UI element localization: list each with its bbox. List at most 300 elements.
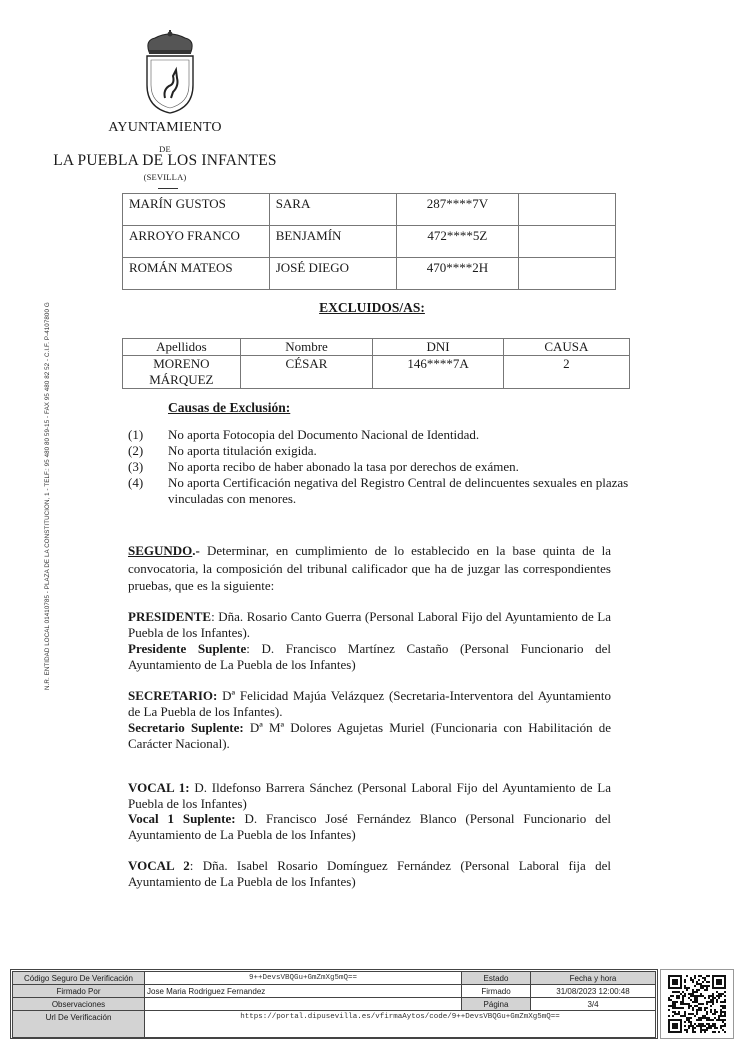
qr-module — [714, 1025, 716, 1027]
cause-number: (3) — [128, 459, 144, 474]
qr-module — [698, 995, 700, 997]
qr-module — [694, 1001, 696, 1003]
fecha-value: 31/08/2023 12:00:48 — [531, 985, 656, 998]
qr-module — [712, 1019, 714, 1021]
tribunal-presidente — [128, 609, 611, 641]
qr-module — [686, 1031, 688, 1033]
qr-module — [690, 1023, 692, 1025]
qr-module — [688, 1007, 690, 1009]
qr-module — [724, 1005, 726, 1007]
tribunal-vocal-1-suplente — [128, 811, 611, 843]
qr-module — [700, 1025, 702, 1027]
qr-module — [696, 983, 698, 985]
qr-module — [702, 977, 704, 979]
qr-module — [700, 1023, 702, 1025]
qr-module — [716, 1019, 718, 1021]
qr-module — [712, 995, 714, 997]
qr-module — [706, 1001, 708, 1003]
qr-module — [722, 1011, 724, 1013]
qr-module — [712, 1031, 714, 1033]
role-text: D. Francisco Martínez Castaño (Personal Funcionario del Ayuntamiento de La Puebla de los Infantes) — [128, 641, 611, 672]
qr-module — [704, 985, 706, 987]
qr-module — [704, 989, 706, 991]
qr-module — [674, 1011, 676, 1013]
qr-module — [698, 979, 700, 981]
qr-module — [678, 997, 680, 999]
qr-module — [678, 1011, 680, 1013]
qr-module — [724, 1019, 726, 1021]
qr-module — [696, 1001, 698, 1003]
segundo-paragraph — [128, 542, 611, 595]
qr-module — [676, 997, 678, 999]
qr-module — [678, 1013, 680, 1015]
role-label: VOCAL 2 — [128, 858, 190, 873]
firmado-por-label: Firmado Por — [13, 985, 145, 998]
qr-module — [686, 1003, 688, 1005]
role-text: Dña. Rosario Canto Guerra (Personal Laboral Fijo del Ayuntamiento de La Puebla de los Infantes). — [128, 609, 611, 640]
qr-module — [690, 999, 692, 1001]
cause-number: (1) — [128, 427, 144, 442]
qr-module — [694, 1005, 696, 1007]
qr-module — [686, 1019, 688, 1021]
org-name-line3: LA PUEBLA DE LOS INFANTES — [53, 152, 277, 169]
qr-module — [670, 999, 672, 1001]
qr-module — [668, 1015, 670, 1017]
qr-module — [702, 1025, 704, 1027]
qr-module — [678, 1007, 680, 1009]
qr-module — [720, 1011, 722, 1013]
url-value[interactable]: https://portal.dipusevilla.es/vfirmaAytos/code/9++DevsVBQGu+GmZmXg5mQ== — [145, 1011, 656, 1038]
qr-module — [706, 987, 708, 989]
qr-module — [694, 1027, 696, 1029]
table-row — [123, 194, 616, 226]
qr-module — [704, 1007, 706, 1009]
qr-module — [716, 991, 718, 993]
qr-module — [674, 1007, 676, 1009]
excluded-table — [122, 338, 630, 389]
qr-module — [724, 1025, 726, 1027]
role-text: D. Francisco José Fernández Blanco (Personal Funcionario del Ayuntamiento de La Puebla de los Infantes) — [128, 811, 611, 842]
qr-module — [698, 1017, 700, 1019]
qr-module — [690, 977, 692, 979]
qr-module — [698, 1019, 700, 1021]
qr-module — [706, 1007, 708, 1009]
qr-module — [684, 987, 686, 989]
qr-module — [706, 1023, 708, 1025]
qr-module — [690, 979, 692, 981]
qr-module — [690, 1013, 692, 1015]
role-label: Vocal 1 Suplente: — [128, 811, 236, 826]
qr-module — [700, 983, 702, 985]
qr-module — [696, 981, 698, 983]
qr-module — [702, 985, 704, 987]
qr-module — [668, 997, 670, 999]
qr-module — [708, 1019, 710, 1021]
qr-module — [720, 1015, 722, 1017]
coat-of-arms-icon — [135, 30, 205, 115]
role-label: Presidente Suplente — [128, 641, 247, 656]
cell-apellidos: MORENO MÁRQUEZ — [123, 356, 241, 389]
qr-module — [690, 1005, 692, 1007]
qr-module — [690, 1017, 692, 1019]
qr-module — [724, 995, 726, 997]
cell-nombre: BENJAMÍN — [269, 226, 396, 258]
qr-module — [680, 1007, 682, 1009]
qr-module — [722, 1015, 724, 1017]
qr-module — [704, 977, 706, 979]
cell-apellidos: ARROYO FRANCO — [123, 226, 270, 258]
observaciones-value — [145, 998, 462, 1011]
qr-module — [674, 1013, 676, 1015]
table-row — [123, 356, 630, 389]
qr-module — [712, 1003, 714, 1005]
qr-module — [722, 1029, 724, 1031]
qr-module — [682, 997, 684, 999]
qr-module — [708, 985, 710, 987]
footer-row — [13, 972, 656, 985]
qr-module — [720, 1013, 722, 1015]
qr-module — [684, 1025, 686, 1027]
qr-module — [718, 1019, 720, 1021]
cell-nombre: SARA — [269, 194, 396, 226]
qr-module — [672, 1001, 674, 1003]
qr-module — [706, 989, 708, 991]
qr-module — [708, 997, 710, 999]
qr-module — [680, 993, 682, 995]
qr-module — [706, 1011, 708, 1013]
qr-module — [716, 999, 718, 1001]
qr-module — [684, 1013, 686, 1015]
qr-module — [702, 1015, 704, 1017]
qr-module — [674, 1003, 676, 1005]
tribunal-secretario-suplente — [128, 720, 611, 752]
qr-module — [724, 999, 726, 1001]
qr-module — [718, 997, 720, 999]
qr-module — [698, 1023, 700, 1025]
qr-module — [682, 991, 684, 993]
firmado-por-value: Jose Maria Rodriguez Fernandez — [145, 985, 462, 998]
qr-module — [672, 1011, 674, 1013]
qr-module — [700, 1019, 702, 1021]
qr-module — [690, 995, 692, 997]
qr-module — [692, 989, 694, 991]
qr-module — [668, 999, 670, 1001]
role-text: Dña. Isabel Rosario Domínguez Fernández (Personal Laboral fija del Ayuntamiento de La Puebla de los Infantes) — [128, 858, 611, 889]
qr-module — [684, 985, 686, 987]
qr-module — [700, 1007, 702, 1009]
cell-extra — [519, 258, 616, 290]
qr-module — [688, 1005, 690, 1007]
admitted-table — [122, 193, 616, 290]
cell-extra — [519, 194, 616, 226]
qr-module — [722, 993, 724, 995]
qr-module — [716, 995, 718, 997]
pagina-value: 3/4 — [531, 998, 656, 1011]
qr-module — [700, 1003, 702, 1005]
qr-module — [692, 1025, 694, 1027]
qr-module — [678, 991, 680, 993]
qr-module — [690, 1025, 692, 1027]
qr-module — [704, 1017, 706, 1019]
cell-causa: 2 — [503, 356, 629, 389]
verification-footer — [10, 969, 658, 1039]
qr-module — [694, 1031, 696, 1033]
qr-module — [698, 975, 700, 977]
qr-module — [702, 995, 704, 997]
qr-module — [718, 993, 720, 995]
qr-module — [692, 1009, 694, 1011]
org-province: (SEVILLA) — [143, 172, 187, 182]
qr-module — [710, 1025, 712, 1027]
qr-module — [706, 1029, 708, 1031]
cell-nombre: CÉSAR — [240, 356, 373, 389]
qr-module — [682, 999, 684, 1001]
qr-module — [712, 993, 714, 995]
qr-module — [680, 1001, 682, 1003]
qr-module — [710, 1001, 712, 1003]
cause-text: No aporta titulación exigida. — [168, 443, 317, 458]
cell-apellidos: ROMÁN MATEOS — [123, 258, 270, 290]
role-label: SECRETARIO: — [128, 688, 218, 703]
qr-module — [688, 1027, 690, 1029]
qr-module — [696, 1013, 698, 1015]
estado-label: Estado — [462, 972, 531, 985]
qr-module — [690, 993, 692, 995]
qr-module — [694, 991, 696, 993]
qr-module — [718, 1015, 720, 1017]
qr-module — [714, 1031, 716, 1033]
role-sep: : — [189, 858, 194, 873]
qr-module — [704, 1015, 706, 1017]
qr-module — [682, 995, 684, 997]
qr-module — [710, 999, 712, 1001]
qr-module — [724, 1001, 726, 1003]
codigo-label: Código Seguro De Verificación — [13, 972, 145, 985]
org-name-line1: AYUNTAMIENTO — [108, 120, 222, 135]
qr-module — [696, 1009, 698, 1011]
qr-module — [670, 995, 672, 997]
qr-module — [714, 1017, 716, 1019]
url-label: Url De Verificación — [13, 1011, 145, 1038]
qr-module — [712, 1013, 714, 1015]
cell-dni: 472****5Z — [396, 226, 519, 258]
qr-module — [724, 1013, 726, 1015]
qr-module — [702, 981, 704, 983]
segundo-text: Determinar, en cumplimiento de lo establecido en la base quinta de la convocatoria, la composición del tribunal calificador que ha de juzgar las correspondientes pruebas, que es la siguiente: — [128, 543, 611, 593]
qr-module — [692, 1007, 694, 1009]
qr-module — [706, 985, 708, 987]
qr-module — [672, 991, 674, 993]
qr-module — [702, 1017, 704, 1019]
qr-module — [672, 1005, 674, 1007]
qr-module — [712, 999, 714, 1001]
qr-module — [684, 1011, 686, 1013]
qr-module — [688, 987, 690, 989]
qr-module — [676, 995, 678, 997]
qr-module — [706, 1013, 708, 1015]
qr-module — [686, 975, 688, 977]
qr-module — [692, 981, 694, 983]
qr-module — [720, 1001, 722, 1003]
qr-module — [684, 1029, 686, 1031]
qr-module — [714, 1023, 716, 1025]
qr-module — [672, 995, 674, 997]
header-causa: CAUSA — [503, 339, 629, 356]
qr-module — [668, 1005, 670, 1007]
qr-module — [724, 1011, 726, 1013]
qr-module — [708, 1017, 710, 1019]
qr-module — [696, 991, 698, 993]
role-sep: : — [211, 609, 215, 624]
qr-module — [674, 1001, 676, 1003]
qr-module — [712, 1023, 714, 1025]
qr-module — [718, 1017, 720, 1019]
qr-module — [724, 1023, 726, 1025]
qr-module — [694, 999, 696, 1001]
qr-module — [692, 1029, 694, 1031]
qr-module — [696, 995, 698, 997]
causes-title: Causas de Exclusión: — [168, 400, 291, 415]
qr-module — [712, 1025, 714, 1027]
qr-module — [694, 1015, 696, 1017]
cause-text: No aporta Certificación negativa del Registro Central de delincuentes sexuales en plazas vinculadas con menores. — [168, 475, 629, 506]
cell-dni: 146****7A — [373, 356, 503, 389]
footer-row — [13, 1011, 656, 1038]
cell-extra — [519, 226, 616, 258]
cause-text: No aporta recibo de haber abonado la tasa por derechos de exámen. — [168, 459, 519, 474]
qr-module — [718, 995, 720, 997]
qr-module — [700, 1009, 702, 1011]
qr-module — [678, 995, 680, 997]
qr-module — [702, 1003, 704, 1005]
qr-module — [722, 1005, 724, 1007]
qr-module — [714, 1027, 716, 1029]
cause-number: (4) — [128, 475, 144, 490]
qr-module — [704, 997, 706, 999]
qr-module — [670, 1005, 672, 1007]
qr-module — [688, 997, 690, 999]
qr-module — [684, 981, 686, 983]
role-sep: : — [246, 641, 250, 656]
qr-module — [716, 1001, 718, 1003]
qr-module — [676, 1001, 678, 1003]
qr-module — [696, 1011, 698, 1013]
qr-module — [706, 1003, 708, 1005]
qr-module — [696, 999, 698, 1001]
qr-module — [686, 987, 688, 989]
qr-module — [710, 1009, 712, 1011]
qr-module — [694, 1023, 696, 1025]
role-text: D. Ildefonso Barrera Sánchez (Personal Laboral Fijo del Ayuntamiento de La Puebla de los Infantes) — [128, 780, 611, 811]
qr-module — [708, 1027, 710, 1029]
qr-module — [698, 1007, 700, 1009]
role-label: VOCAL 1: — [128, 780, 190, 795]
cell-dni: 287****7V — [396, 194, 519, 226]
qr-module — [692, 1013, 694, 1015]
qr-module — [706, 1027, 708, 1029]
qr-module — [704, 1031, 706, 1033]
qr-module — [704, 1009, 706, 1011]
cause-text: No aporta Fotocopia del Documento Nacional de Identidad. — [168, 427, 480, 442]
qr-module — [694, 985, 696, 987]
qr-module — [710, 1027, 712, 1029]
qr-module — [720, 1005, 722, 1007]
qr-module — [690, 1021, 692, 1023]
qr-module — [714, 1013, 716, 1015]
qr-module — [708, 1025, 710, 1027]
qr-module — [704, 1025, 706, 1027]
qr-module — [706, 1019, 708, 1021]
qr-module — [710, 1019, 712, 1021]
qr-module — [698, 1003, 700, 1005]
qr-module — [710, 1005, 712, 1007]
qr-module — [708, 1023, 710, 1025]
qr-module — [704, 1029, 706, 1031]
qr-module — [668, 1009, 670, 1011]
qr-module — [698, 983, 700, 985]
verification-table — [12, 971, 656, 1038]
qr-module — [688, 1017, 690, 1019]
role-label: Secretario Suplente: — [128, 720, 244, 735]
qr-module — [692, 995, 694, 997]
qr-module — [720, 995, 722, 997]
tribunal-vocal-2 — [128, 858, 611, 890]
qr-module — [688, 1025, 690, 1027]
qr-module — [700, 993, 702, 995]
footer-row — [13, 998, 656, 1011]
qr-module — [682, 1007, 684, 1009]
qr-module — [682, 1001, 684, 1003]
qr-module — [688, 1013, 690, 1015]
qr-module — [724, 1007, 726, 1009]
qr-module — [696, 1019, 698, 1021]
qr-module — [716, 1011, 718, 1013]
qr-module — [716, 1027, 718, 1029]
qr-module — [720, 1009, 722, 1011]
qr-module — [722, 1001, 724, 1003]
estado-value: Firmado — [462, 985, 531, 998]
qr-module — [692, 979, 694, 981]
qr-module — [692, 1027, 694, 1029]
qr-module — [684, 1015, 686, 1017]
qr-module — [684, 979, 686, 981]
qr-module — [722, 1025, 724, 1027]
qr-module — [702, 987, 704, 989]
qr-module — [694, 975, 696, 977]
qr-module — [706, 1017, 708, 1019]
qr-module — [676, 1007, 678, 1009]
qr-module — [708, 995, 710, 997]
codigo-value: 9++DevsVBQGu+GmZmXg5mQ== — [145, 972, 462, 985]
segundo-label: SEGUNDO — [128, 543, 193, 558]
qr-module — [714, 997, 716, 999]
header-rule — [158, 188, 178, 189]
qr-module — [720, 993, 722, 995]
qr-module — [686, 1029, 688, 1031]
qr-module — [680, 1003, 682, 1005]
qr-module — [720, 1019, 722, 1021]
qr-module — [686, 989, 688, 991]
qr-module — [712, 997, 714, 999]
org-name-line2: DE — [159, 144, 171, 154]
tribunal-presidente-suplente — [128, 641, 611, 673]
qr-module — [682, 1003, 684, 1005]
qr-module — [680, 1015, 682, 1017]
qr-module — [708, 975, 710, 977]
qr-module — [720, 1025, 722, 1027]
qr-module — [696, 1005, 698, 1007]
qr-module — [708, 981, 710, 983]
